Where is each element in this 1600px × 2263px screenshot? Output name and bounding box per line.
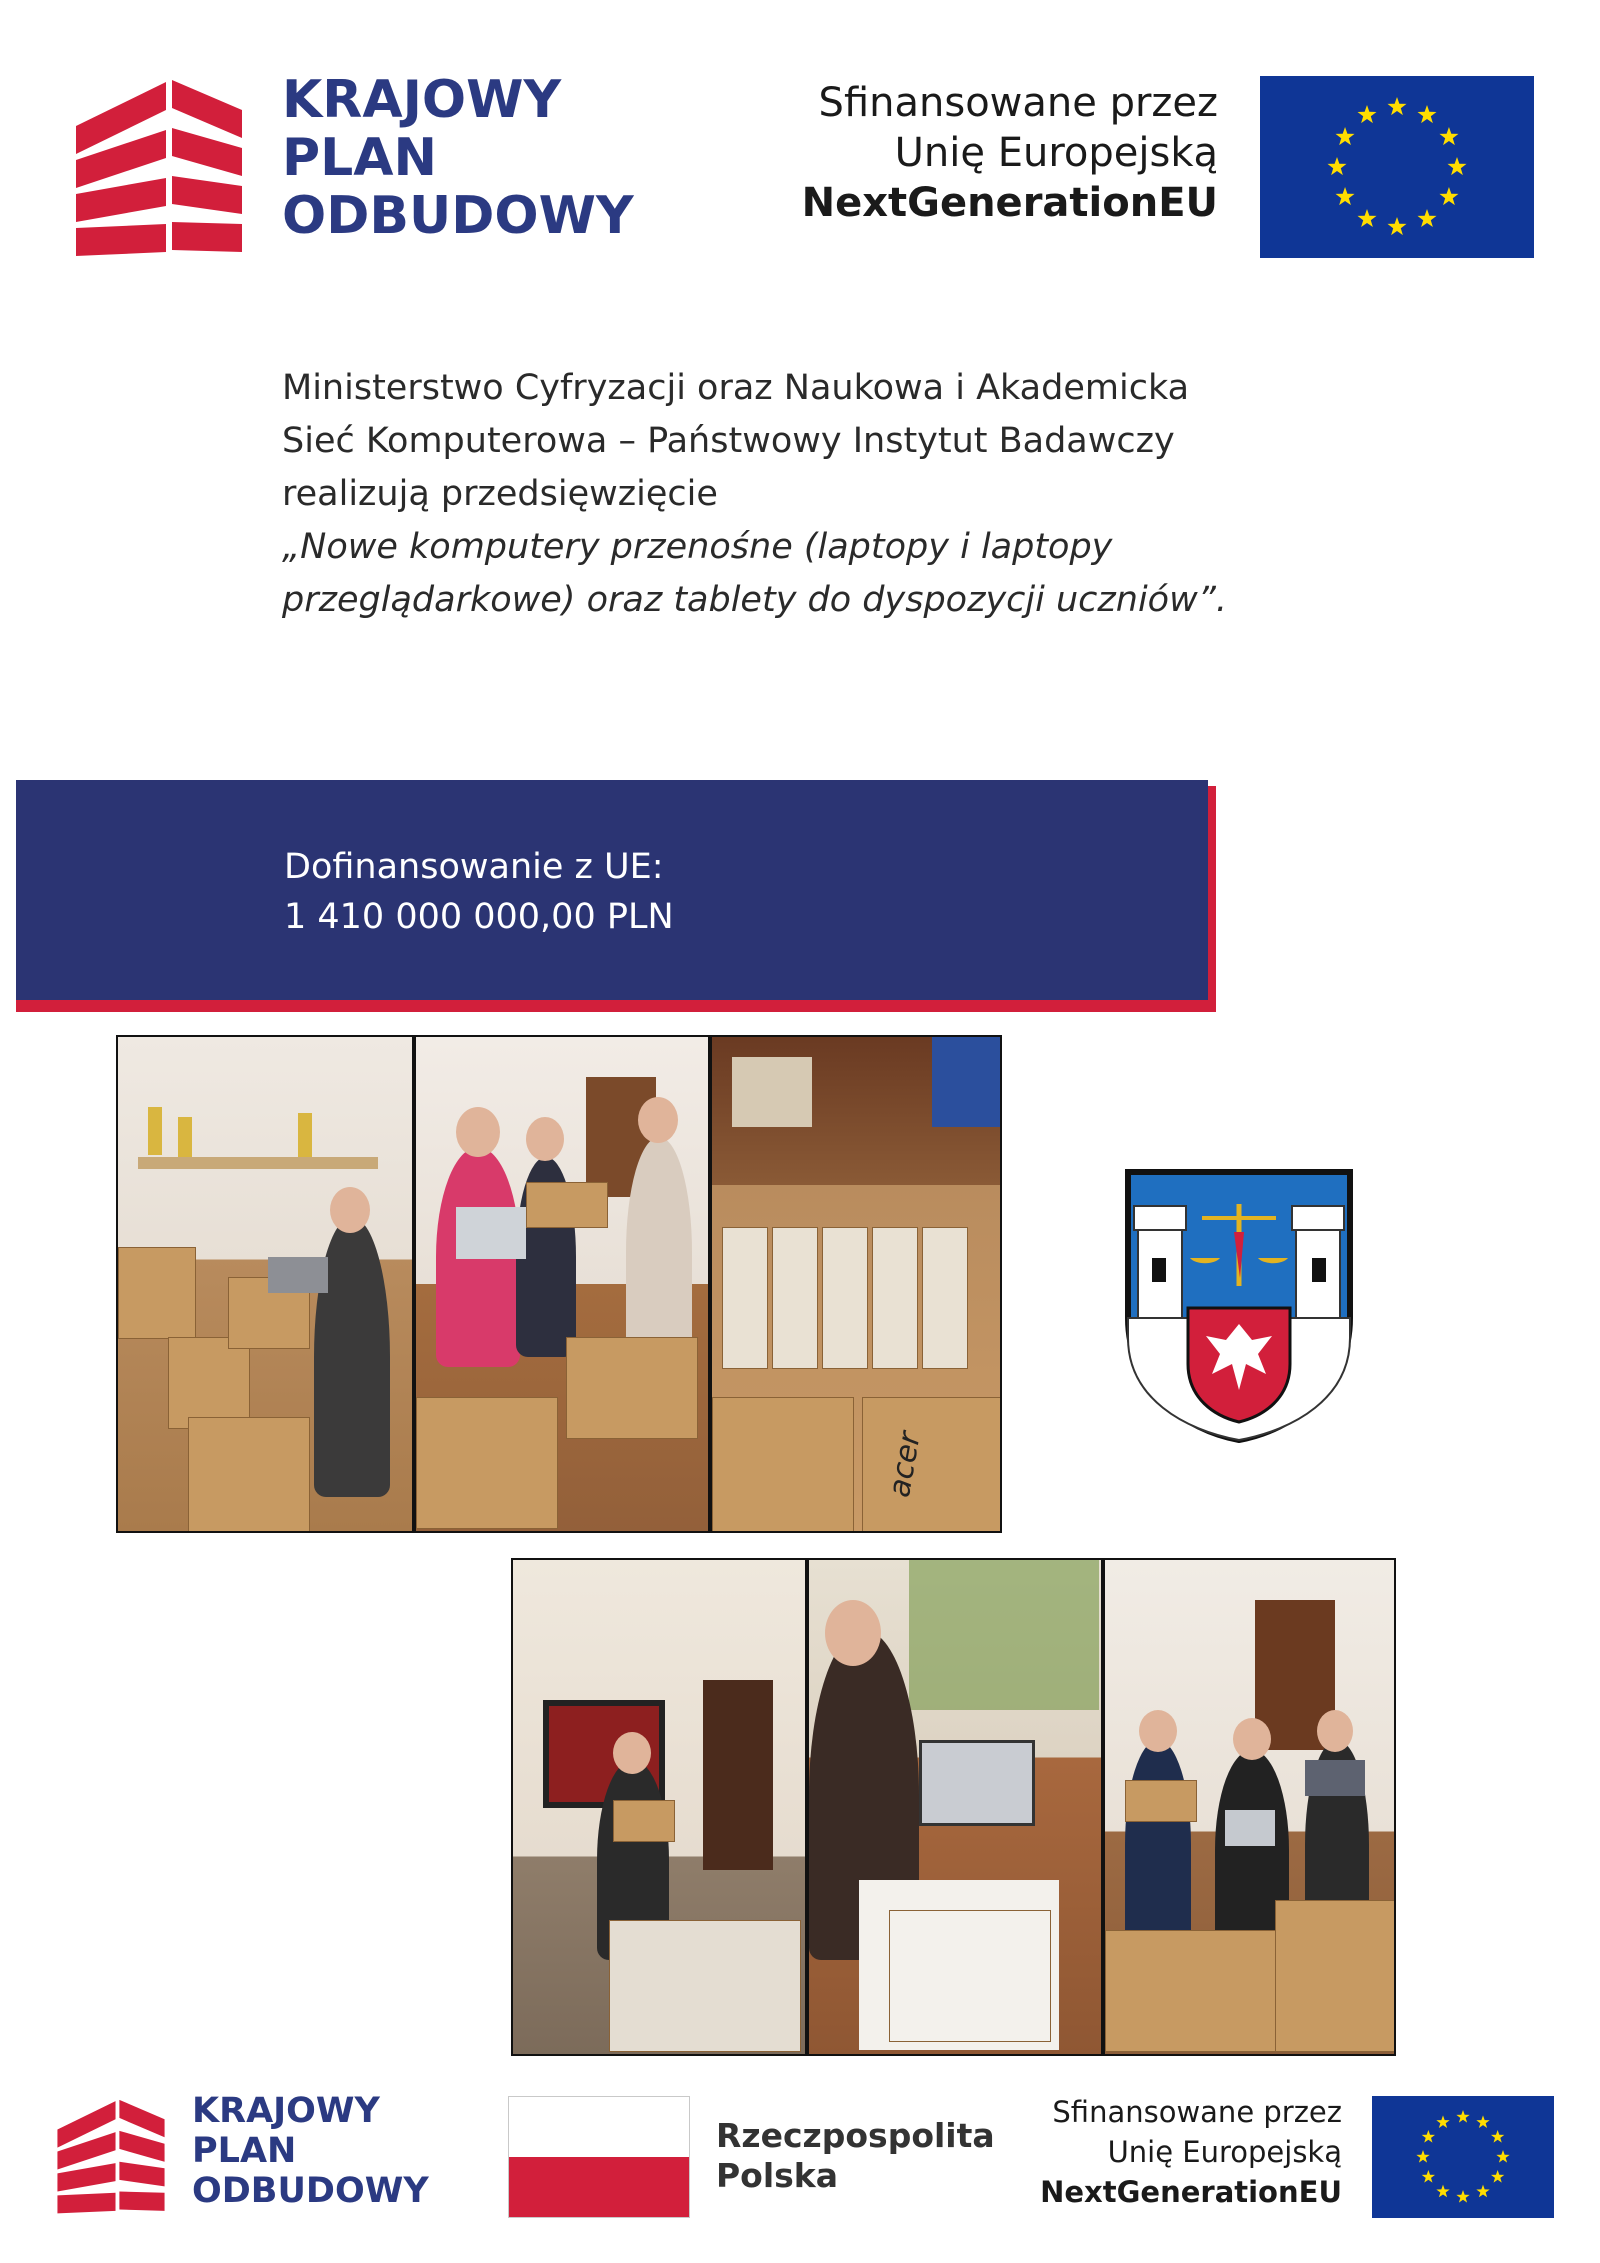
kpo-logo-icon: [76, 74, 242, 260]
kpo-logo-icon: [56, 2096, 166, 2216]
intro-text: [282, 362, 1382, 627]
funding-banner: [16, 780, 1208, 1000]
photo-three-women-with-laptops: [1105, 1560, 1394, 2054]
footer-eu-line3: NextGenerationEU: [1040, 2175, 1342, 2209]
eu-funding-text-footer: [930, 2092, 1342, 2212]
photo-collage-top: [116, 1035, 1002, 1533]
photo-collage-bottom: [511, 1558, 1396, 2056]
kpo-logo-line1: KRAJOWY: [282, 70, 562, 130]
photo-laptop-boxes: [712, 1037, 1000, 1531]
box-brand-label: acer: [881, 1429, 928, 1500]
photo-man-with-laptop: [809, 1560, 1101, 2054]
footer-kpo-line3: ODBUDOWY: [192, 2171, 429, 2211]
poland-line2: Polska: [716, 2156, 839, 2195]
footer-kpo-line1: KRAJOWY: [192, 2091, 380, 2131]
eu-funding-line1: Sfinansowane przez: [818, 80, 1218, 126]
funding-amount: 1 410 000 000,00 PLN: [284, 897, 674, 937]
poland-flag-icon: [508, 2096, 690, 2218]
kpo-logo-footer: [56, 2091, 456, 2218]
eu-funding-line3: NextGenerationEU: [801, 180, 1218, 226]
intro-line2: Sieć Komputerowa – Państwowy Instytut Badawczy: [282, 421, 1175, 461]
coat-of-arms-icon: [1124, 1168, 1354, 1444]
footer-kpo-line2: PLAN: [192, 2131, 297, 2171]
intro-line1: Ministerstwo Cyfryzacji oraz Naukowa i Akademicka: [282, 368, 1190, 408]
eu-flag-icon: [1372, 2096, 1554, 2218]
eu-flag-icon: [1260, 76, 1534, 258]
kpo-logo-line2: PLAN: [282, 128, 438, 188]
kpo-logo-line3: ODBUDOWY: [282, 186, 634, 246]
photo-woman-with-laptop: [118, 1037, 412, 1531]
photo-three-women: [416, 1037, 708, 1531]
footer-eu-line1: Sfinansowane przez: [1052, 2095, 1342, 2129]
footer-eu-line2: Unię Europejską: [1107, 2135, 1342, 2169]
project-title-line2: przeglądarkowe) oraz tablety do dyspozycji uczniów”.: [282, 580, 1227, 620]
project-title-line1: „Nowe komputery przenośne (laptopy i laptopy: [282, 527, 1113, 567]
eu-funding-text-header: [700, 78, 1218, 228]
eu-funding-line2: Unię Europejską: [894, 130, 1218, 176]
funding-label: Dofinansowanie z UE:: [284, 847, 664, 887]
poland-line1: Rzeczpospolita: [716, 2116, 995, 2155]
intro-line3: realizują przedsięwzięcie: [282, 474, 718, 514]
kpo-logo-header: [76, 70, 646, 260]
photo-woman-holding-box: [513, 1560, 805, 2054]
